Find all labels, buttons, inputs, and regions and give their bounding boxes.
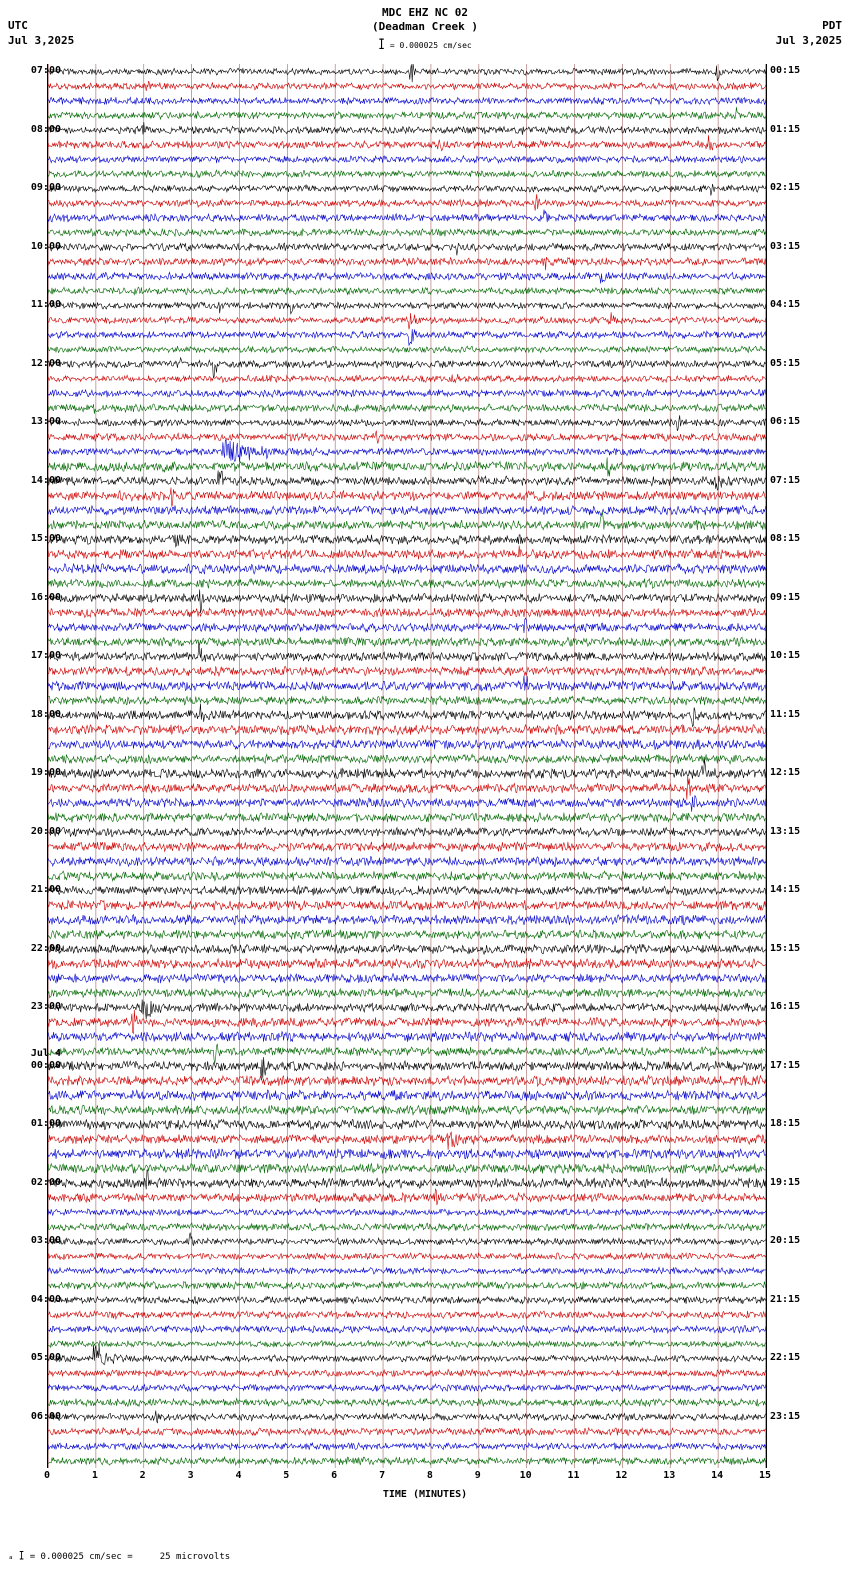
hour-label-utc: 14:00 (30, 474, 61, 486)
hour-label-pdt: 07:15 (770, 474, 801, 486)
hour-label-pdt: 18:15 (770, 1118, 801, 1130)
hour-label-pdt: 10:15 (770, 650, 801, 662)
x-tick-label: 6 (331, 1470, 338, 1481)
hour-label-utc: 06:00 (30, 1410, 61, 1422)
hour-label-utc: 13:00 (30, 416, 61, 428)
scale-bar-icon: I (378, 36, 385, 53)
hour-label-utc: 01:00 (30, 1118, 61, 1130)
hour-label-pdt: 20:15 (770, 1235, 801, 1247)
hour-label-utc: 17:00 (30, 650, 61, 662)
hour-label-pdt: 01:15 (770, 123, 801, 135)
hour-label-utc: 20:00 (30, 825, 61, 837)
hour-label-utc: 23:00 (30, 1001, 61, 1013)
scale-legend-text: = 0.000025 cm/sec (389, 41, 472, 50)
footer-scale-note (8, 1552, 230, 1562)
hour-label-pdt: 12:15 (770, 767, 801, 779)
hour-label-utc: 21:00 (30, 884, 61, 896)
hour-label-pdt: 14:15 (770, 884, 801, 896)
footer-text: = 0.000025 cm/sec = 25 microvolts (29, 1552, 231, 1562)
hour-label-pdt: 15:15 (770, 942, 801, 954)
seismic-traces (48, 64, 766, 1468)
station-title: MDC EHZ NC 02 (381, 6, 469, 19)
hour-label-utc: 18:00 (30, 708, 61, 720)
x-tick-label: 5 (283, 1470, 290, 1481)
hour-label-pdt: 05:15 (770, 357, 801, 369)
x-tick-label: 15 (758, 1470, 772, 1481)
hour-label-utc: 07:00 (30, 65, 61, 77)
header-left-timezone: UTC (8, 19, 28, 32)
hour-label-pdt: 13:15 (770, 825, 801, 837)
hour-label-pdt: 08:15 (770, 533, 801, 545)
x-tick-label: 1 (91, 1470, 98, 1481)
x-tick-label: 12 (615, 1470, 628, 1481)
hour-label-utc: 08:00 (30, 123, 61, 135)
x-tick-label: 0 (43, 1470, 51, 1481)
x-tick-label: 8 (426, 1470, 433, 1481)
x-axis-title: TIME (MINUTES) (382, 1489, 468, 1500)
hour-label-pdt: 03:15 (770, 240, 801, 252)
footer-scale-bar-icon: I (18, 1550, 25, 1564)
x-tick-label: 10 (519, 1470, 532, 1481)
hour-label-utc: 16:00 (30, 591, 61, 603)
hour-label-pdt: 21:15 (770, 1293, 801, 1305)
hour-label-pdt: 16:15 (770, 1001, 801, 1013)
hour-label-pdt: 23:15 (770, 1410, 801, 1422)
x-tick-label: 4 (235, 1470, 242, 1481)
x-tick-label: 14 (711, 1470, 724, 1481)
header-right-date: Jul 3,2025 (775, 34, 842, 47)
hour-label-utc: 03:00 (30, 1235, 61, 1247)
header-left-date: Jul 3,2025 (8, 34, 75, 47)
hour-label-utc: 00:00 (30, 1059, 61, 1071)
hour-label-pdt: 02:15 (770, 182, 801, 194)
hour-label-pdt: 11:15 (770, 708, 801, 720)
x-axis-tick-labels (0, 1470, 850, 1484)
x-tick-label: 3 (187, 1470, 194, 1481)
scale-legend (0, 38, 850, 51)
seismogram-plot (47, 64, 767, 1468)
header-right-timezone: PDT (822, 19, 842, 32)
hour-label-pdt: 00:15 (770, 65, 801, 77)
hour-label-utc: 04:00 (30, 1293, 61, 1305)
hour-label-utc: 19:00 (30, 767, 61, 779)
day-marker-label: Jul 4 (30, 1047, 61, 1059)
hour-label-utc: 12:00 (30, 357, 61, 369)
hour-label-pdt: 04:15 (770, 299, 801, 311)
x-tick-label: 9 (474, 1470, 481, 1481)
hour-label-utc: 11:00 (30, 299, 61, 311)
footer-prefix: ₐ (8, 1552, 14, 1562)
hour-label-pdt: 09:15 (770, 591, 801, 603)
header-center (0, 6, 850, 34)
hour-label-pdt: 06:15 (770, 416, 801, 428)
hour-label-utc: 15:00 (30, 533, 61, 545)
hour-label-utc: 22:00 (30, 942, 61, 954)
x-tick-label: 13 (663, 1470, 676, 1481)
hour-label-utc: 05:00 (30, 1352, 61, 1364)
hour-label-utc: 09:00 (30, 182, 61, 194)
hour-label-pdt: 17:15 (770, 1059, 801, 1071)
hour-label-utc: 02:00 (30, 1176, 61, 1188)
hour-label-pdt: 22:15 (770, 1352, 801, 1364)
hour-label-pdt: 19:15 (770, 1176, 801, 1188)
x-tick-label: 11 (567, 1470, 580, 1481)
hour-label-utc: 10:00 (30, 240, 61, 252)
x-tick-label: 2 (139, 1470, 146, 1481)
station-location: (Deadman Creek ) (372, 20, 478, 33)
x-tick-label: 7 (379, 1470, 386, 1481)
